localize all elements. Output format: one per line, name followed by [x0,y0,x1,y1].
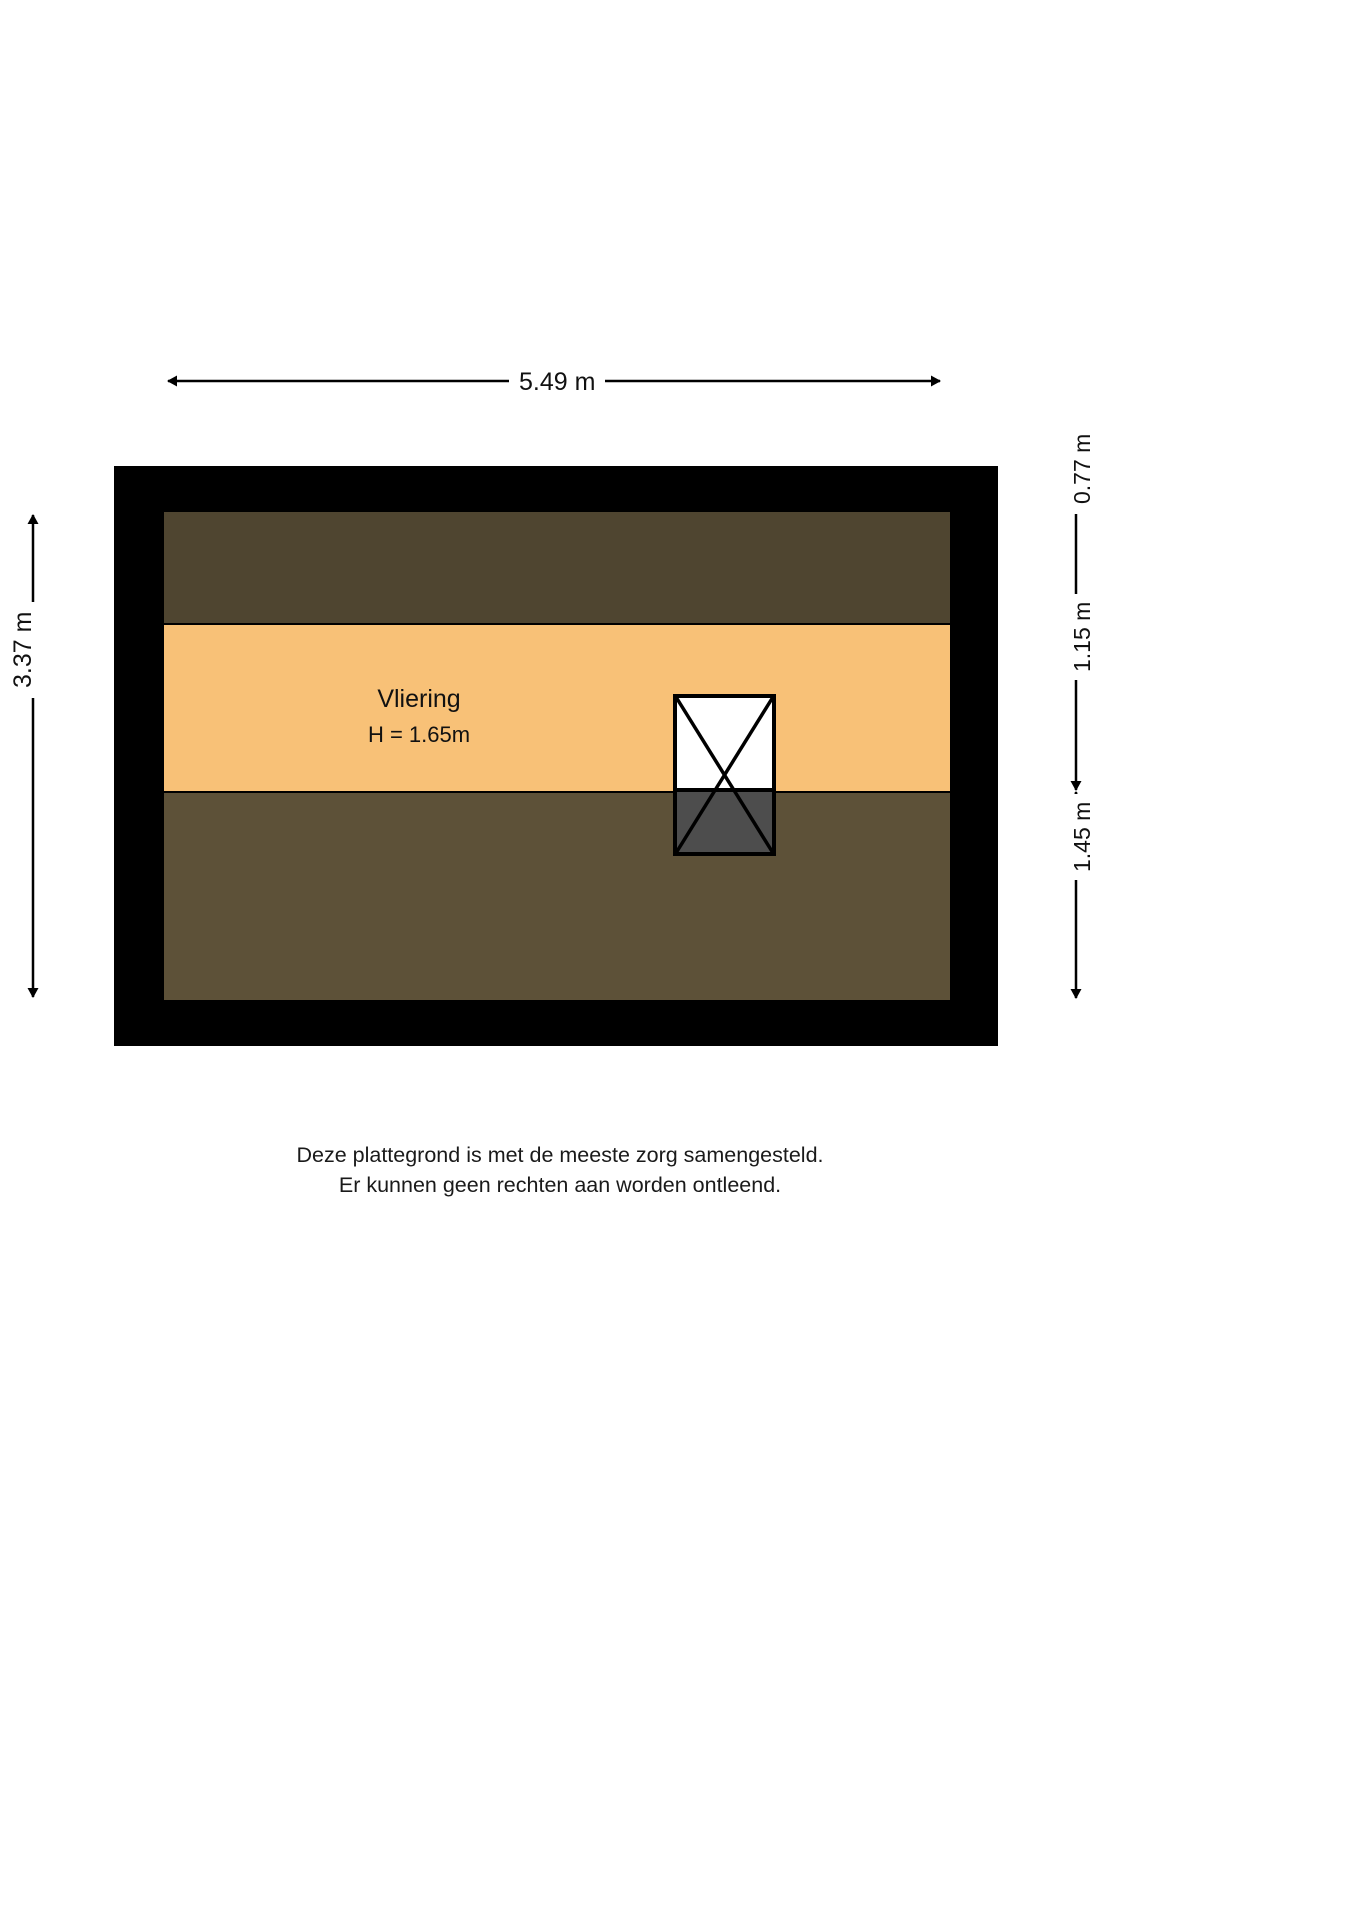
disclaimer-line-1: Deze plattegrond is met de meeste zorg samengesteld. [296,1143,824,1167]
dimension-label-right-middle: 1.15 m [1069,594,1096,680]
disclaimer-line-2: Er kunnen geen rechten aan worden ontleend. [338,1173,782,1197]
room-height: H = 1.65m [367,722,471,747]
room-label [164,681,674,753]
dimension-label-right-bottom: 1.45 m [1069,794,1096,880]
room-name: Vliering [377,685,461,713]
dimension-label-right-top: 0.77 m [1069,426,1096,512]
dimension-label-width: 5.49 m [509,368,605,397]
low-headroom-band-top [164,512,950,623]
attic-floor-area [164,512,950,1000]
disclaimer [0,1140,1120,1200]
dimension-label-depth: 3.37 m [9,602,38,698]
low-headroom-band-bottom [164,793,950,1000]
stair-hatch-icon [673,694,776,856]
